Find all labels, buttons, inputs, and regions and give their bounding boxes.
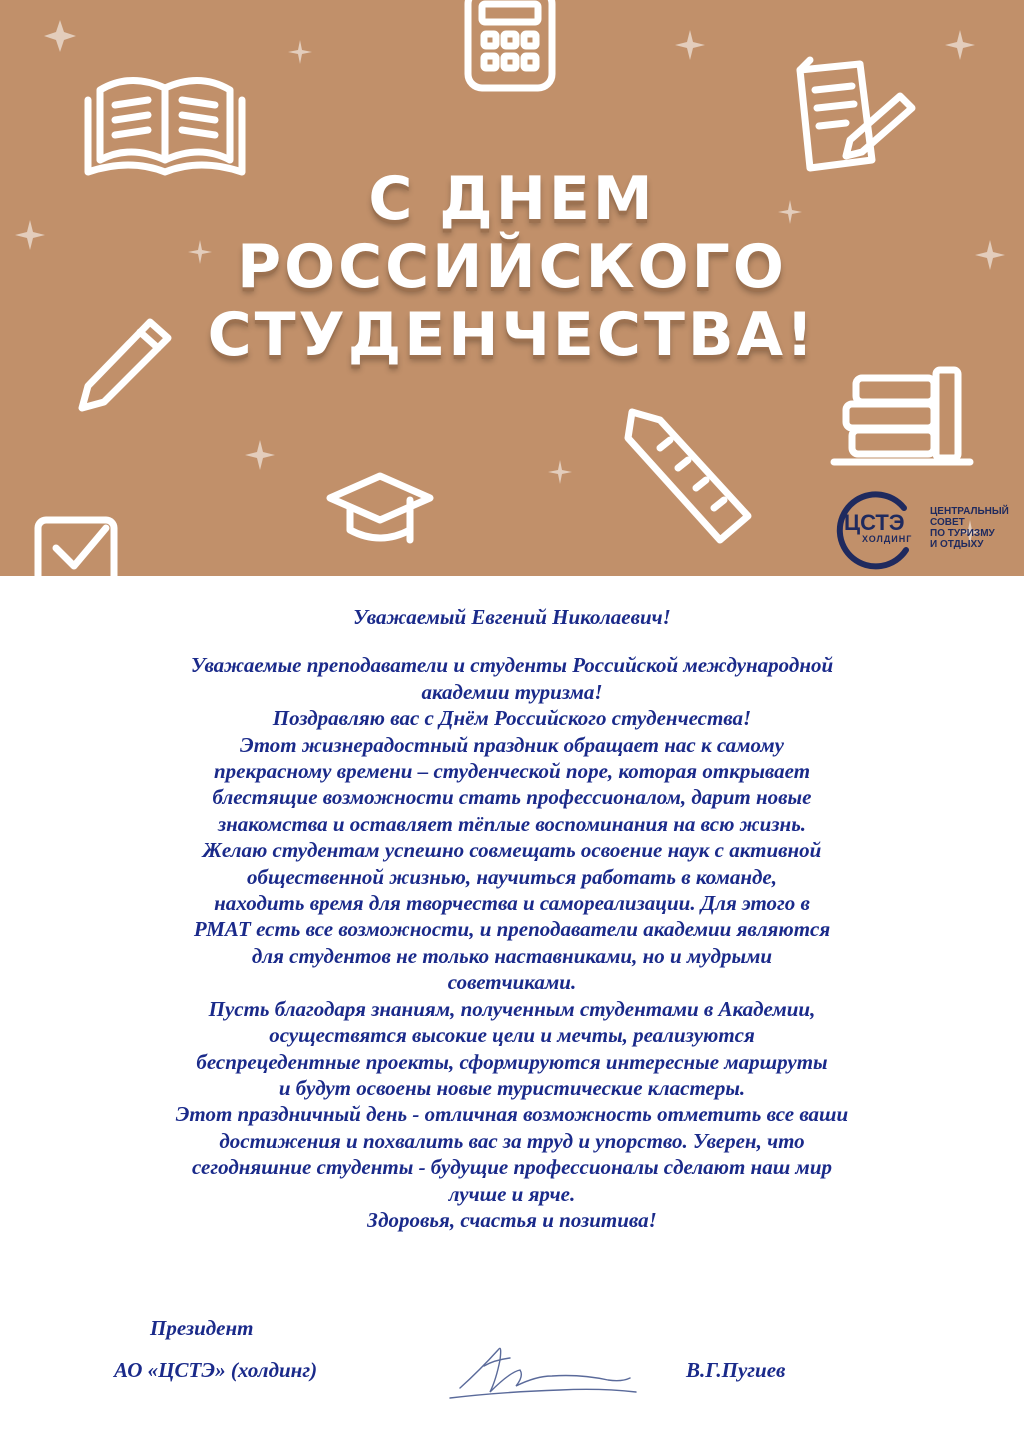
letter-line: и будут освоены новые туристические кластеры. bbox=[278, 1075, 746, 1100]
logo-name-line: ПО ТУРИЗМУ bbox=[930, 528, 995, 539]
greeting-banner bbox=[0, 0, 1024, 576]
banner-title-line: С ДНЕМ bbox=[368, 164, 656, 234]
letter-line: беспрецедентные проекты, сформируются интересные маршруты bbox=[196, 1049, 828, 1074]
logo-subtitle: ХОЛДИНГ bbox=[862, 534, 913, 544]
checkbox-icon bbox=[38, 520, 114, 576]
letter-line: Пусть благодаря знаниям, полученным студентами в Академии, bbox=[208, 996, 816, 1021]
letter-line: Желаю студентам успешно совмещать освоение наук с активной bbox=[202, 838, 822, 863]
handwritten-signature bbox=[440, 1330, 640, 1420]
letter-line: Уважаемые преподаватели и студенты Российской международной bbox=[190, 653, 834, 678]
logo-abbreviation: ЦСТЭ bbox=[844, 510, 905, 535]
banner-title bbox=[140, 165, 884, 369]
banner-title-line: СТУДЕНЧЕСТВА! bbox=[207, 300, 817, 370]
letter-line: общественной жизнью, научиться работать в команде, bbox=[247, 864, 777, 889]
letter-line: осуществятся высокие цели и мечты, реализуются bbox=[269, 1023, 755, 1048]
signer-organization: АО «ЦСТЭ» (холдинг) bbox=[114, 1358, 318, 1382]
letter-line: академии туризма! bbox=[421, 679, 603, 704]
letter-line: РМАТ есть все возможности, и преподаватели академии являются bbox=[193, 917, 831, 942]
calculator-icon bbox=[468, 0, 552, 88]
ruler-icon bbox=[628, 412, 748, 540]
graduation-cap-icon bbox=[330, 476, 430, 540]
logo-name-line: И ОТДЫХУ bbox=[930, 539, 984, 550]
letter-line: для студентов не только наставниками, но и мудрыми bbox=[251, 943, 773, 968]
letter-line: находить время для творчества и самореализации. Для этого в bbox=[214, 891, 810, 916]
letter-line: блестящие возможности стать профессионалом, дарит новые bbox=[212, 785, 812, 810]
cste-logo bbox=[832, 488, 1022, 568]
letter-line: сегодняшние студенты - будущие профессионалы сделают наш мир bbox=[191, 1155, 833, 1180]
letter-line: прекрасному времени – студенческой поре, которая открывает bbox=[213, 759, 811, 784]
notepad-pencil-icon bbox=[800, 60, 912, 168]
books-stack-icon bbox=[834, 370, 970, 462]
letter-line: Этот праздничный день - отличная возможность отметить все ваши bbox=[175, 1102, 849, 1127]
letter-line: достижения и похвалить вас за труд и упорство. Уверен, что bbox=[219, 1128, 805, 1153]
letter-line: Поздравляю вас с Днём Российского студенчества! bbox=[272, 706, 752, 731]
logo-name-line: СОВЕТ bbox=[930, 517, 965, 528]
letter-line: советчиками. bbox=[447, 970, 577, 995]
logo-full-name bbox=[930, 506, 1024, 550]
letter-line: лучше и ярче. bbox=[448, 1181, 576, 1206]
signer-title: Президент bbox=[150, 1316, 254, 1340]
signer-name: В.Г.Пугиев bbox=[686, 1358, 786, 1382]
banner-title-line: РОССИЙСКОГО bbox=[237, 232, 787, 302]
letter-body bbox=[60, 604, 964, 1233]
letter-text bbox=[60, 652, 964, 1233]
letter-line: Здоровья, счастья и позитива! bbox=[367, 1207, 657, 1232]
open-book-icon bbox=[88, 80, 242, 172]
letter-greeting: Уважаемый Евгений Николаевич! bbox=[353, 605, 671, 629]
letter-line: знакомства и оставляет тёплые воспоминания на всю жизнь. bbox=[217, 811, 807, 836]
letter-line: Этот жизнерадостный праздник обращает нас к самому bbox=[240, 732, 784, 757]
logo-name-line: ЦЕНТРАЛЬНЫЙ bbox=[930, 506, 1009, 517]
